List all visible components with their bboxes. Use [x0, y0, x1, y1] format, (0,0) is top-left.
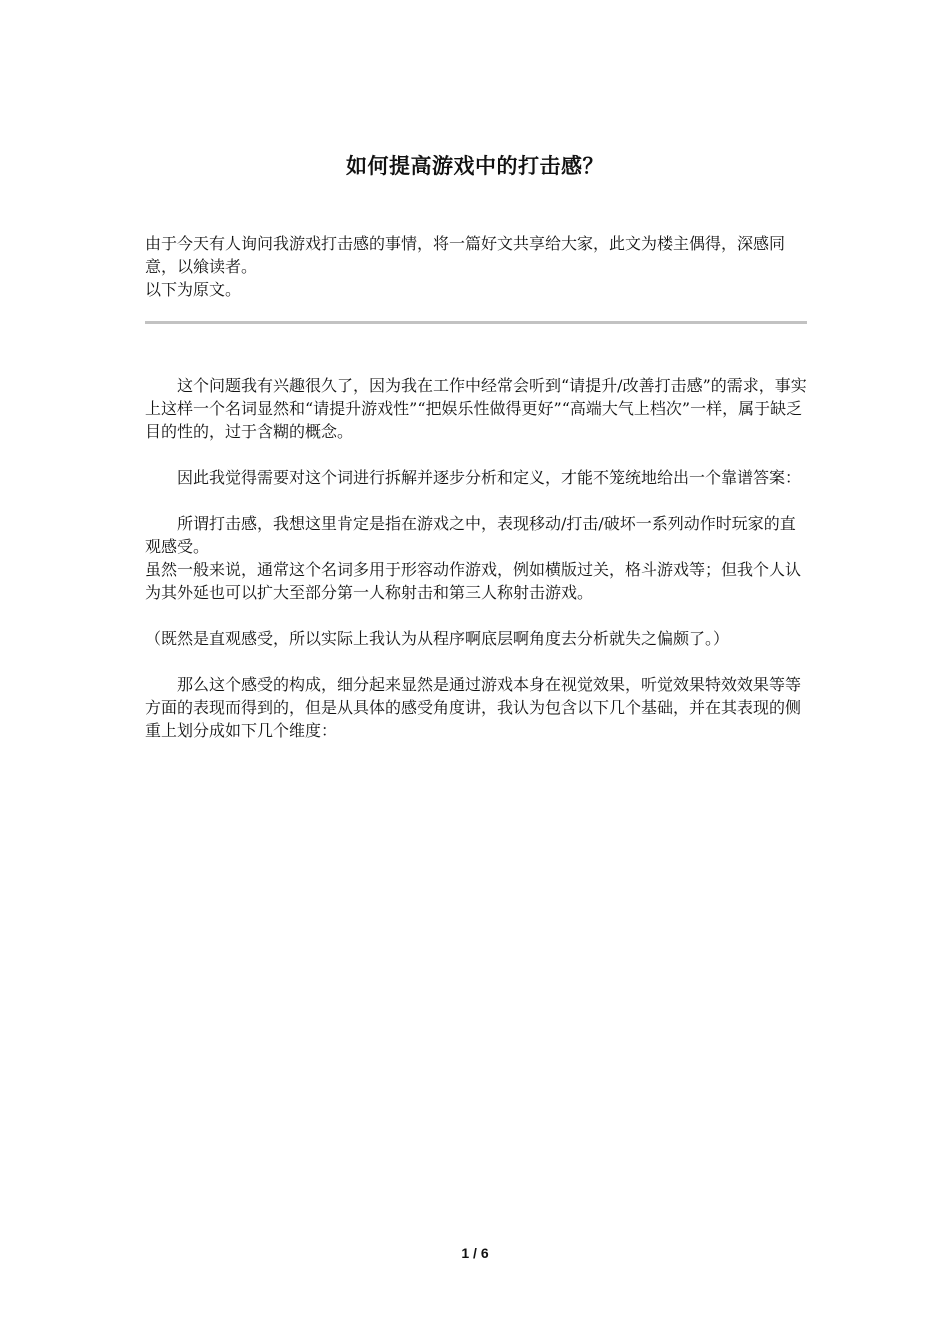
body-paragraph: 虽然一般来说，通常这个名词多用于形容动作游戏，例如横版过关，格斗游戏等；但我个人认为其外延也可以扩大至部分第一人称射击和第三人称射击游戏。: [145, 560, 802, 602]
section-divider: [145, 321, 807, 324]
body-paragraph: 那么这个感受的构成，细分起来显然是通过游戏本身在视觉效果，听觉效果特效效果等等方面的表现而得到的，但是从具体的感受角度讲，我认为包含以下几个基础，并在其表现的侧重上划分成如下几个维度：: [145, 675, 802, 740]
intro-original-note: 以下为原文。: [145, 280, 242, 299]
intro-paragraph: 由于今天有人询问我游戏打击感的事情，将一篇好文共享给大家，此文为楼主偶得，深感同意，以飨读者。: [145, 234, 786, 276]
intro-section: [145, 232, 807, 301]
document-title: 如何提高游戏中的打击感？: [346, 153, 604, 178]
page-number: 1 / 6: [461, 1245, 489, 1261]
body-paragraph: 所谓打击感，我想这里肯定是指在游戏之中，表现移动/打击/破坏一系列动作时玩家的直观感受。: [145, 514, 796, 556]
body-paragraph: 这个问题我有兴趣很久了，因为我在工作中经常会听到“请提升/改善打击感”的需求，事实上这样一个名词显然和“请提升游戏性”“把娱乐性做得更好”“高端大气上档次”一样，属于缺乏目的性的，过于含糊的概念。: [145, 376, 807, 441]
article-body: [145, 374, 807, 742]
body-paragraph: （既然是直观感受，所以实际上我认为从程序啊底层啊角度去分析就失之偏颇了。）: [145, 629, 730, 648]
body-paragraph: 因此我觉得需要对这个词进行拆解并逐步分析和定义，才能不笼统地给出一个靠谱答案：: [177, 468, 802, 487]
